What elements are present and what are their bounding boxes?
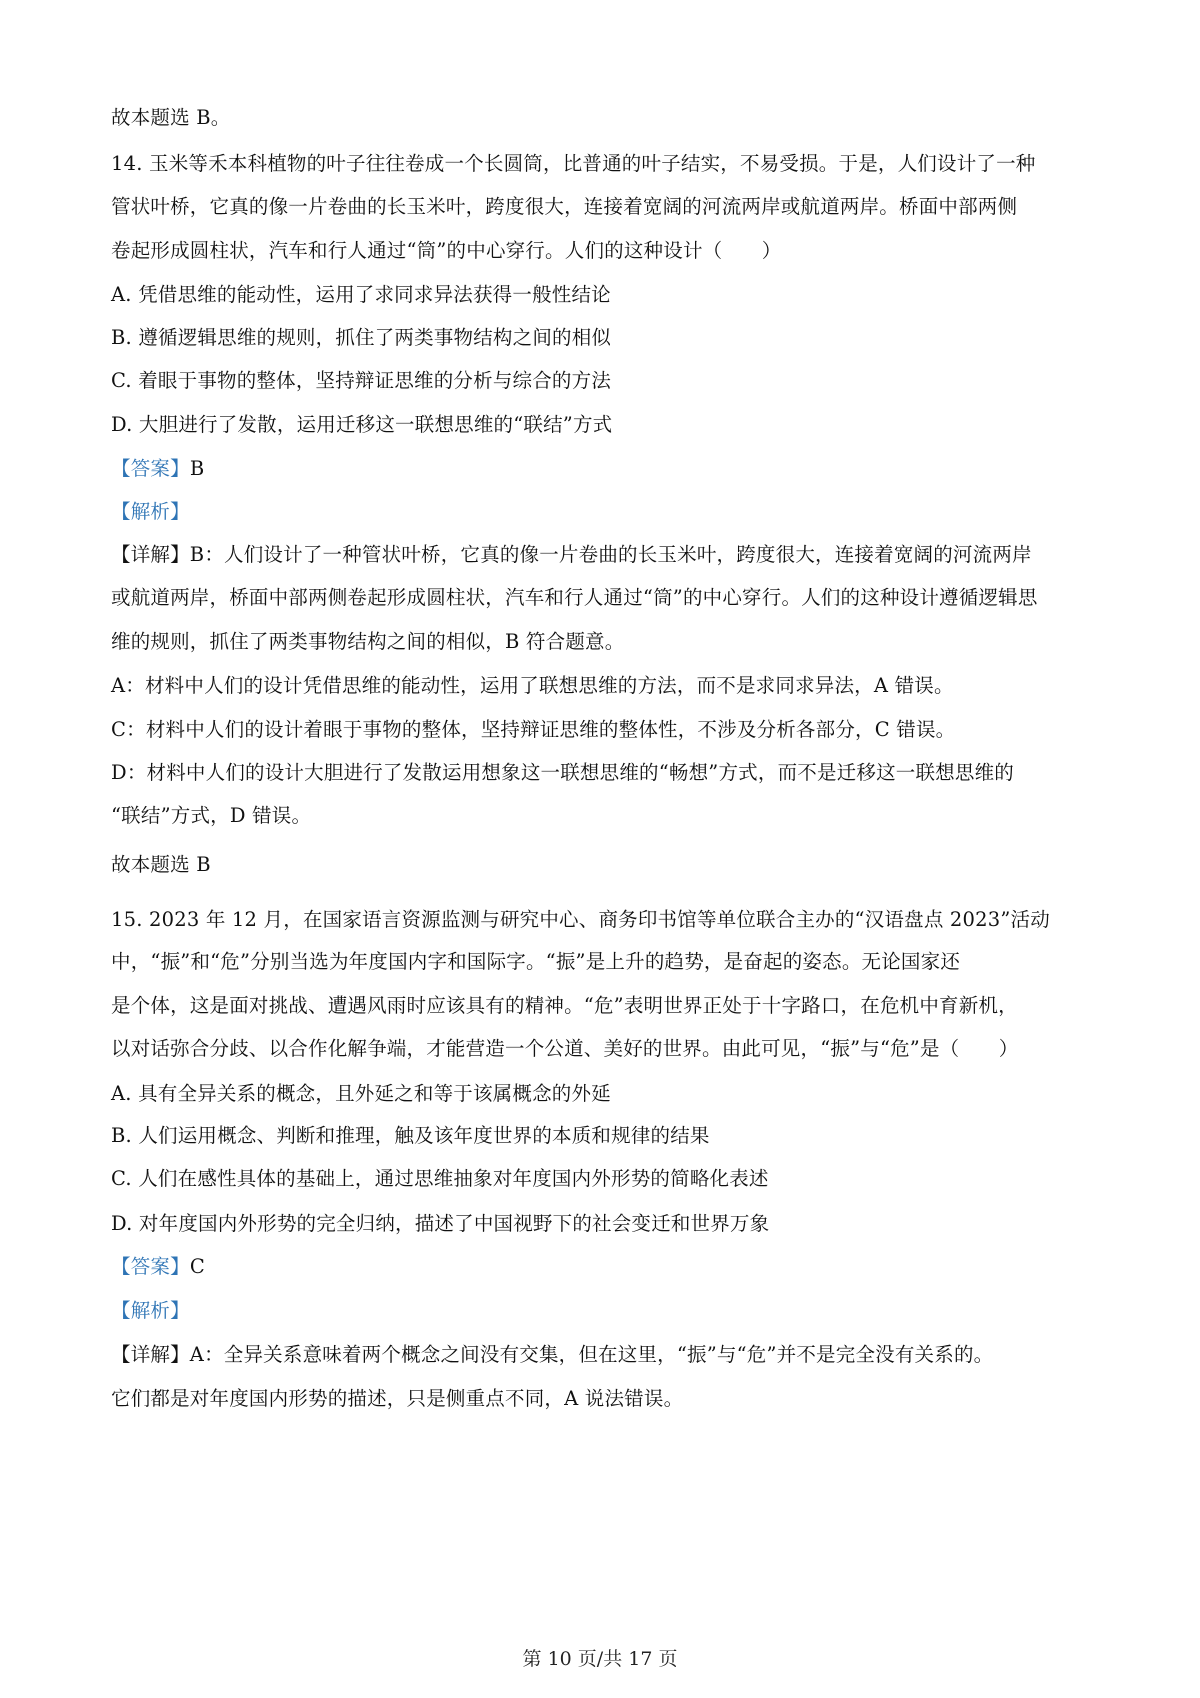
text-line — [111, 1385, 1101, 1413]
line-text: D. 对年度国内外形势的完全归纳，描述了中国视野下的社会变迁和世界万象 — [111, 1212, 770, 1235]
line-text: 以对话弥合分歧、以合作化解争端，才能营造一个公道、美好的世界。由此可见，“振”与“危”是（ ） — [111, 1037, 1019, 1060]
text-line — [111, 104, 1101, 132]
line-text: 卷起形成圆柱状，汽车和行人通过“筒”的中心穿行。人们的这种设计（ ） — [111, 239, 782, 262]
section-tag: 【答案】 — [111, 457, 190, 480]
line-text: B. 遵循逻辑思维的规则，抓住了两类事物结构之间的相似 — [111, 326, 612, 349]
line-text: C. 人们在感性具体的基础上，通过思维抽象对年度国内外形势的简略化表述 — [111, 1167, 769, 1190]
text-line — [111, 411, 1101, 439]
text-line — [111, 716, 1101, 744]
line-text: C：材料中人们的设计着眼于事物的整体，坚持辩证思维的整体性，不涉及分析各部分，C 错误。 — [111, 718, 956, 741]
line-text: “联结”方式，D 错误。 — [111, 804, 312, 827]
line-text: 或航道两岸，桥面中部两侧卷起形成圆柱状，汽车和行人通过“筒”的中心穿行。人们的这种设计遵循逻辑思 — [111, 586, 1038, 609]
line-text: 故本题选 B — [111, 853, 211, 876]
answer-value: C — [189, 1255, 205, 1278]
line-text: A. 具有全异关系的概念，且外延之和等于该属概念的外延 — [111, 1082, 611, 1105]
line-text: 中，“振”和“危”分别当选为年度国内字和国际字。“振”是上升的趋势，是奋起的姿态。无论国家还 — [111, 950, 961, 973]
text-line — [111, 1165, 1101, 1193]
line-text: D. 大胆进行了发散，运用迁移这一联想思维的“联结”方式 — [111, 413, 613, 436]
text-line — [111, 672, 1101, 700]
answer-value: B — [189, 457, 205, 480]
text-line — [111, 802, 1101, 830]
text-line — [111, 237, 1101, 265]
line-text: 它们都是对年度国内形势的描述，只是侧重点不同，A 说法错误。 — [111, 1387, 684, 1410]
line-text: B. 人们运用概念、判断和推理，触及该年度世界的本质和规律的结果 — [111, 1124, 710, 1147]
text-line — [111, 455, 1101, 483]
text-line — [111, 281, 1101, 309]
section-tag: 【解析】 — [111, 500, 190, 523]
line-text: 维的规则，抓住了两类事物结构之间的相似，B 符合题意。 — [111, 630, 625, 653]
text-line — [111, 992, 1101, 1020]
text-line — [111, 498, 1101, 526]
text-line — [111, 1297, 1101, 1325]
text-line — [111, 1122, 1101, 1150]
line-text: A. 凭借思维的能动性，运用了求同求异法获得一般性结论 — [111, 283, 611, 306]
line-text: 【详解】B：人们设计了一种管状叶桥，它真的像一片卷曲的长玉米叶，跨度很大，连接着宽阔的河流两岸 — [111, 543, 1032, 566]
line-text: 是个体，这是面对挑战、遭遇风雨时应该具有的精神。“危”表明世界正处于十字路口，在危机中育新机， — [111, 994, 1018, 1017]
line-text: 【详解】A：全异关系意味着两个概念之间没有交集，但在这里，“振”与“危”并不是完全没有关系的。 — [111, 1343, 994, 1366]
line-text: C. 着眼于事物的整体，坚持辩证思维的分析与综合的方法 — [111, 369, 612, 392]
line-text: 14. 玉米等禾本科植物的叶子往往卷成一个长圆筒，比普通的叶子结实，不易受损。于是，人们设计了一种 — [111, 152, 1036, 175]
line-text: A：材料中人们的设计凭借思维的能动性，运用了联想思维的方法，而不是求同求异法，A 错误。 — [111, 674, 954, 697]
text-line — [111, 906, 1101, 934]
text-line — [111, 541, 1101, 569]
text-line — [111, 1080, 1101, 1108]
text-line — [111, 584, 1101, 612]
text-line — [111, 1035, 1101, 1063]
text-line — [111, 324, 1101, 352]
section-tag: 【答案】 — [111, 1255, 190, 1278]
text-line — [111, 948, 1101, 976]
section-tag: 【解析】 — [111, 1299, 190, 1322]
text-line — [111, 1341, 1101, 1369]
page-footer: 第 10 页/共 17 页 — [522, 1648, 678, 1670]
text-line — [111, 1210, 1101, 1238]
text-line — [111, 851, 1101, 879]
text-line — [111, 367, 1101, 395]
text-line — [111, 150, 1101, 178]
line-text: 15. 2023 年 12 月，在国家语言资源监测与研究中心、商务印书馆等单位联合主办的“汉语盘点 2023”活动 — [111, 908, 1050, 931]
line-text: D：材料中人们的设计大胆进行了发散运用想象这一联想思维的“畅想”方式，而不是迁移这一联想思维的 — [111, 761, 1014, 784]
text-line — [111, 1253, 1101, 1281]
text-line — [111, 193, 1101, 221]
text-line — [111, 759, 1101, 787]
line-text: 管状叶桥，它真的像一片卷曲的长玉米叶，跨度很大，连接着宽阔的河流两岸或航道两岸。桥面中部两侧 — [111, 195, 1018, 218]
line-text: 故本题选 B。 — [111, 106, 231, 129]
text-line — [111, 628, 1101, 656]
